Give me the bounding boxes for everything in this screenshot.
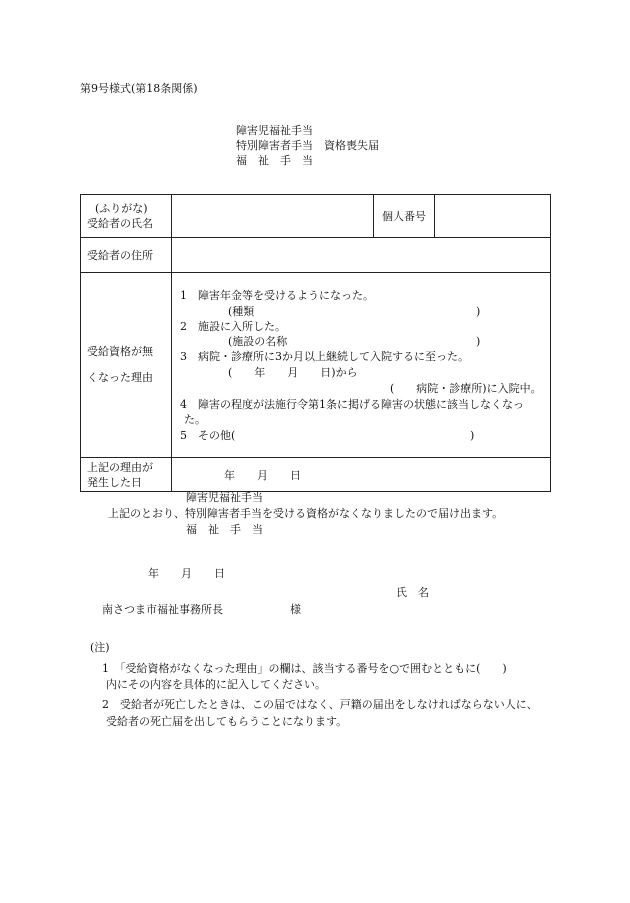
occurred-label-1: 上記の理由が <box>87 460 153 474</box>
reason-item-5-close: ) <box>470 429 475 442</box>
note-2-line-1: 2 受給者が死亡したときは、この届ではなく、戸籍の届出をしなければならない人に、 <box>102 698 538 711</box>
furigana-label: (ふりがな) <box>95 202 148 215</box>
name-label-cell <box>81 195 172 238</box>
reason-item-1-close: ) <box>476 305 481 318</box>
note-2-line-2: 受給者の死亡届を出してもらうことになります。 <box>106 715 348 728</box>
reason-label-cell <box>81 273 172 458</box>
reason-item-2: 2 施設に入所した。 <box>180 320 286 333</box>
reason-label-2: くなった理由 <box>87 371 153 384</box>
addressee: 南さつま市福祉事務所長 <box>102 603 223 616</box>
declaration-date: 年 月 日 <box>148 567 225 580</box>
address-label: 受給者の住所 <box>81 238 172 273</box>
title-line-1: 障害児福祉手当 <box>236 124 313 137</box>
reason-item-3-date: ( 年 月 日)から <box>228 366 358 379</box>
declaration-line-2: 上記のとおり、特別障害者手当を受ける資格がなくなりましたので届け出ます。 <box>108 507 504 520</box>
name-field[interactable] <box>172 195 374 238</box>
address-field[interactable] <box>172 238 551 273</box>
declaration-line-1: 障害児福祉手当 <box>186 491 263 504</box>
personal-number-field[interactable] <box>435 195 551 238</box>
name-label: 受給者の氏名 <box>87 217 153 230</box>
reason-item-2-close: ) <box>476 335 481 348</box>
reason-item-3: 3 病院・診療所に3か月以上継続して入院するに至った。 <box>180 350 469 363</box>
form-title <box>236 123 379 168</box>
reason-label-1: 受給資格が無 <box>87 345 153 358</box>
application-table <box>80 194 551 492</box>
reason-item-4: 4 障害の程度が法施行令第1条に掲げる障害の状態に該当しなくなっ <box>180 398 524 411</box>
reason-item-1: 1 障害年金等を受けるようになった。 <box>180 289 374 302</box>
reason-item-3-hospital: ( 病院・診療所)に入院中。 <box>390 382 542 395</box>
form-number: 第9号様式(第18条関係) <box>80 82 198 95</box>
honorific: 様 <box>290 603 301 616</box>
title-line-2: 特別障害者手当 資格喪失届 <box>236 139 379 152</box>
reason-item-5: 5 その他( <box>180 429 236 442</box>
note-1-line-1: 1 「受給資格がなくなった理由」の欄は、該当する番号を○で囲むとともに( ) <box>102 662 507 675</box>
occurred-label-cell <box>81 458 172 492</box>
occurred-date: 年 月 日 <box>224 468 301 482</box>
reason-field[interactable] <box>172 273 551 458</box>
note-1-line-2: 内にその内容を具体的に記入してください。 <box>106 678 326 691</box>
reason-item-4-cont: た。 <box>184 413 206 426</box>
signature-label: 氏 名 <box>396 586 429 599</box>
reason-item-2-detail: (施設の名称 <box>228 335 288 348</box>
notes-heading: (注) <box>90 641 110 654</box>
occurred-date-field[interactable] <box>172 458 551 492</box>
personal-number-label: 個人番号 <box>374 195 435 238</box>
title-line-3: 福 祉 手 当 <box>236 154 313 167</box>
occurred-label-2: 発生した日 <box>87 475 142 489</box>
reason-item-1-detail: (種類 <box>228 305 255 318</box>
declaration-line-3: 福 祉 手 当 <box>186 523 263 536</box>
